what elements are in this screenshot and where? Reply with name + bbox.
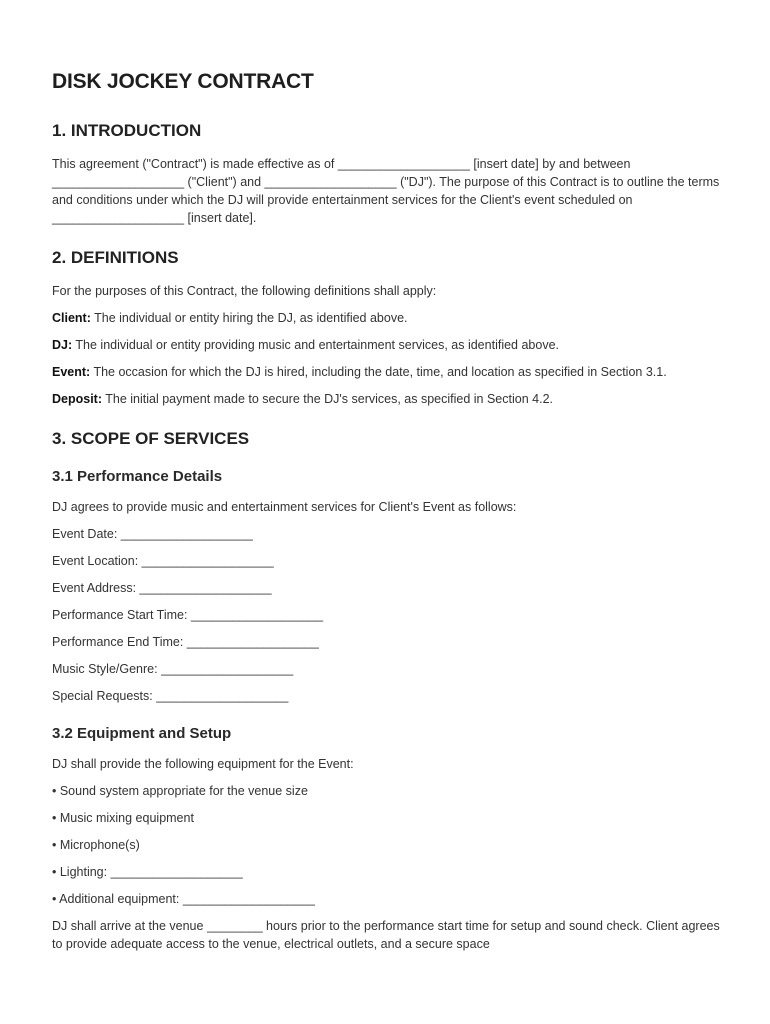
definition-term: Deposit: — [52, 392, 102, 406]
definition-dj — [52, 336, 724, 354]
field-start-time: Performance Start Time: ___________________ — [52, 608, 324, 622]
field-music-style: Music Style/Genre: ___________________ — [52, 662, 294, 676]
document-title: DISK JOCKEY CONTRACT — [52, 70, 314, 93]
field-special-requests: Special Requests: ___________________ — [52, 689, 289, 703]
equipment-item: • Music mixing equipment — [52, 811, 194, 825]
definition-text: The initial payment made to secure the DJ's services, as specified in Section 4.2. — [102, 392, 553, 406]
definitions-intro: For the purposes of this Contract, the following definitions shall apply: — [52, 284, 437, 298]
definition-client — [52, 309, 724, 327]
definition-text: The individual or entity hiring the DJ, as identified above. — [90, 311, 408, 325]
equipment-item: • Lighting: ___________________ — [52, 865, 243, 879]
section-heading: 2. DEFINITIONS — [52, 248, 179, 267]
section-heading: 3. SCOPE OF SERVICES — [52, 429, 250, 448]
performance-intro: DJ agrees to provide music and entertainment services for Client's Event as follows: — [52, 500, 517, 514]
section-definitions — [52, 246, 724, 408]
field-event-address: Event Address: ___________________ — [52, 581, 272, 595]
intro-paragraph: This agreement ("Contract") is made effective as of ___________________ [insert date] by and between ___________________ ("Client") and ___________________ ("DJ"). The purpose of this Contract is to outline the terms and conditions under which the DJ will provide entertainment services for the Client's event scheduled on ___________________ [insert date]. — [52, 157, 720, 225]
section-scope-of-services — [52, 427, 724, 953]
definition-term: DJ: — [52, 338, 73, 352]
subsection-heading-equipment: 3.2 Equipment and Setup — [52, 725, 232, 742]
section-heading: 1. INTRODUCTION — [52, 121, 202, 140]
subsection-heading-performance: 3.1 Performance Details — [52, 468, 223, 485]
definition-deposit — [52, 390, 724, 408]
equipment-intro: DJ shall provide the following equipment for the Event: — [52, 757, 354, 771]
definition-text: The individual or entity providing music and entertainment services, as identified above. — [72, 338, 559, 352]
equipment-item: • Additional equipment: ___________________ — [52, 892, 315, 906]
definition-term: Event: — [52, 365, 91, 379]
equipment-item: • Microphone(s) — [52, 838, 140, 852]
field-end-time: Performance End Time: ___________________ — [52, 635, 319, 649]
definition-event — [52, 363, 724, 381]
field-event-location: Event Location: ___________________ — [52, 554, 274, 568]
field-event-date: Event Date: ___________________ — [52, 527, 253, 541]
section-introduction — [52, 119, 724, 227]
definition-text: The occasion for which the DJ is hired, including the date, time, and location as specified in Section 3.1. — [90, 365, 667, 379]
equipment-closing-paragraph: DJ shall arrive at the venue ________ hours prior to the performance start time for setup and sound check. Client agrees to provide adequate access to the venue, electrical outlets, and a secure space — [52, 919, 720, 951]
document-body — [52, 68, 724, 962]
definition-term: Client: — [52, 311, 91, 325]
equipment-item: • Sound system appropriate for the venue size — [52, 784, 308, 798]
